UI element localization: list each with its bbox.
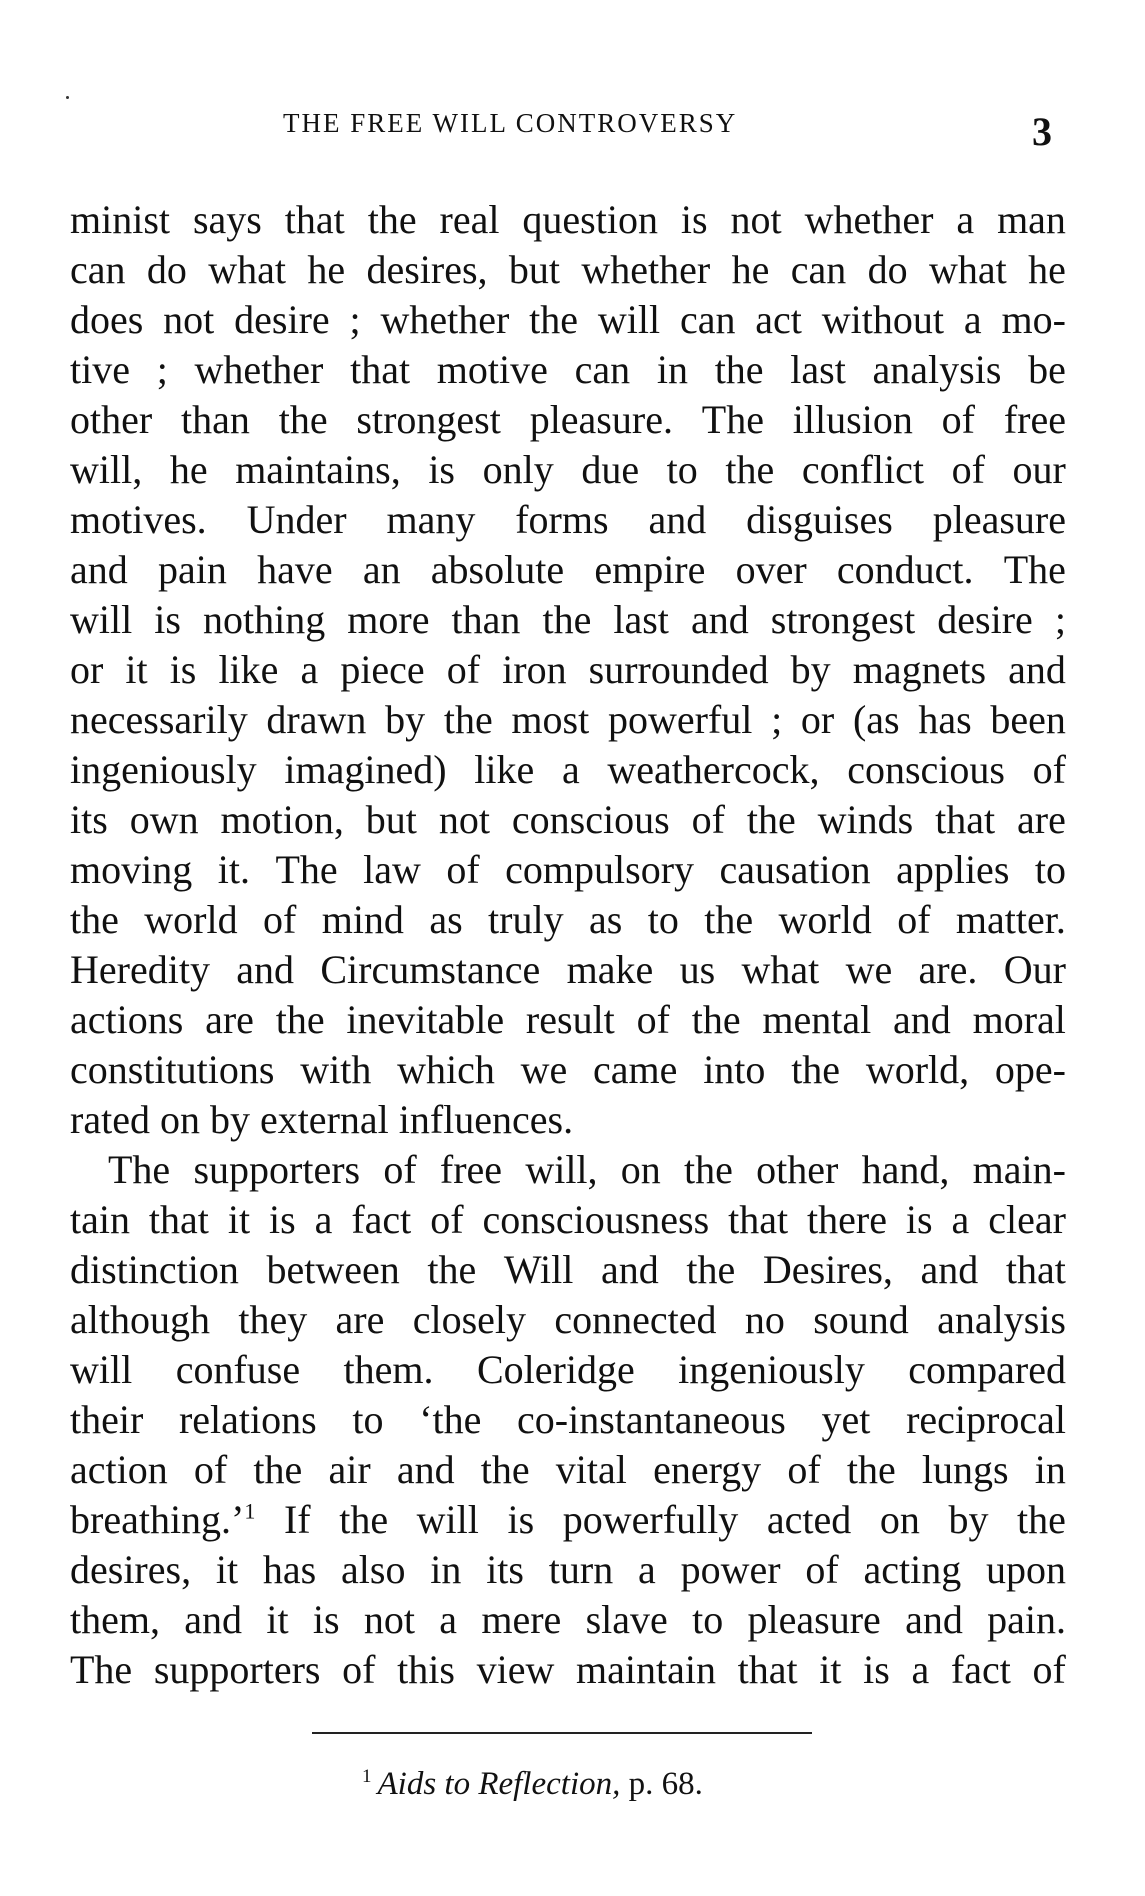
text-line: other than the strongest pleasure. The illusion of free <box>70 397 1066 442</box>
text-line: minist says that the real question is not whether a man <box>70 197 1066 242</box>
footnote-page-ref: p. 68. <box>628 1766 703 1802</box>
footnote-rule <box>312 1732 812 1734</box>
page-number: 3 <box>1032 109 1052 154</box>
text-line: will is nothing more than the last and strongest desire ; <box>70 597 1066 642</box>
text-line: and pain have an absolute empire over conduct. The <box>70 547 1066 592</box>
text-line: action of the air and the vital energy of the lungs in <box>70 1447 1066 1492</box>
text-line: does not desire ; whether the will can act without a mo- <box>70 297 1066 342</box>
text-line: although they are closely connected no sound analysis <box>70 1297 1066 1342</box>
text-line: them, and it is not a mere slave to pleasure and pain. <box>70 1597 1066 1642</box>
text-line: tive ; whether that motive can in the last analysis be <box>70 347 1066 392</box>
ink-speck <box>66 96 69 99</box>
text-line: moving it. The law of compulsory causation applies to <box>70 847 1066 892</box>
text-line: the world of mind as truly as to the world of matter. <box>70 897 1066 942</box>
text-line: their relations to ‘the co-instantaneous yet reciprocal <box>70 1397 1066 1442</box>
text-line: will, he maintains, is only due to the conflict of our <box>70 447 1066 492</box>
text-line: can do what he desires, but whether he can do what he <box>70 247 1066 292</box>
text-line: necessarily drawn by the most powerful ; or (as has been <box>70 697 1066 742</box>
body-text <box>70 195 1066 1695</box>
footnote <box>362 1766 703 1803</box>
text-line: breathing.’$^1$ If the will is powerfully acted on by the <box>70 1497 1066 1542</box>
text-line: distinction between the Will and the Desires, and that <box>70 1247 1066 1292</box>
text-line: Heredity and Circumstance make us what we are. Our <box>70 947 1066 992</box>
text-line: tain that it is a fact of consciousness that there is a clear <box>70 1197 1066 1242</box>
text-line: The supporters of free will, on the other hand, main- <box>108 1147 1066 1192</box>
footnote-reference: 1 <box>244 1498 256 1524</box>
footnote-marker: 1 <box>362 1766 372 1787</box>
text-line: actions are the inevitable result of the mental and moral <box>70 997 1066 1042</box>
text-line: The supporters of this view maintain that it is a fact of <box>70 1647 1066 1692</box>
text-line: ingeniously imagined) like a weathercock, conscious of <box>70 747 1066 792</box>
text-line: will confuse them. Coleridge ingeniously compared <box>70 1347 1066 1392</box>
text-line: motives. Under many forms and disguises pleasure <box>70 497 1066 542</box>
running-head: THE FREE WILL CONTROVERSY <box>283 108 738 138</box>
text-line: desires, it has also in its turn a power of acting upon <box>70 1547 1066 1592</box>
text-line: constitutions with which we came into the world, ope- <box>70 1047 1066 1092</box>
text-line: its own motion, but not conscious of the winds that are <box>70 797 1066 842</box>
footnote-title: Aids to Reflection, <box>377 1766 621 1802</box>
text-line: rated on by external influences. <box>70 1097 574 1142</box>
text-line: or it is like a piece of iron surrounded by magnets and <box>70 647 1066 692</box>
